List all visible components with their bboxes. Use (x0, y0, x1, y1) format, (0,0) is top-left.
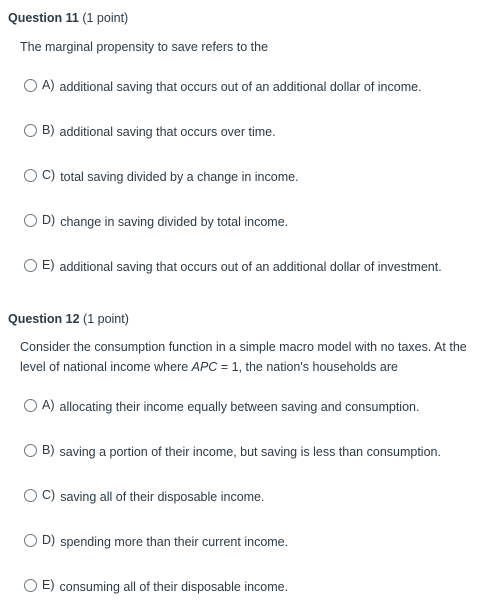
choice-text: consuming all of their disposable income. (59, 580, 289, 594)
choice-b[interactable] (24, 121, 276, 139)
prompt-text: Consider the consumption function in a simple macro model with no taxes. At the level of national income where (20, 340, 467, 374)
question-title: Question 11 (8, 11, 79, 25)
choice-text: saving all of their disposable income. (60, 490, 265, 504)
choice-text: change in saving divided by total income. (60, 215, 289, 229)
choice-a[interactable] (24, 396, 419, 414)
radio-button[interactable] (24, 79, 37, 92)
choice-letter: D) (42, 213, 56, 227)
choice-c[interactable] (24, 166, 299, 184)
radio-button[interactable] (24, 489, 37, 502)
choice-e[interactable] (24, 256, 442, 274)
choice-text: spending more than their current income. (60, 535, 289, 549)
question-title: Question 12 (8, 312, 80, 326)
question-header (8, 11, 128, 25)
question-header (8, 312, 129, 326)
choice-c[interactable] (24, 486, 264, 504)
radio-button[interactable] (24, 534, 37, 547)
choice-letter: D) (42, 533, 56, 547)
radio-button[interactable] (24, 169, 37, 182)
choice-d[interactable] (24, 531, 288, 549)
prompt-text: = 1, the nation's households are (217, 360, 398, 374)
choice-text: saving a portion of their income, but saving is less than consumption. (59, 445, 441, 459)
choice-letter: B) (42, 123, 55, 137)
radio-button[interactable] (24, 214, 37, 227)
choice-letter: E) (42, 258, 55, 272)
radio-button[interactable] (24, 124, 37, 137)
choice-letter: C) (42, 488, 56, 502)
prompt-term: APC (191, 360, 218, 374)
choice-e[interactable] (24, 576, 288, 594)
radio-button[interactable] (24, 444, 37, 457)
radio-button[interactable] (24, 399, 37, 412)
choice-letter: A) (42, 78, 55, 92)
choice-a[interactable] (24, 76, 422, 94)
choice-letter: C) (42, 168, 56, 182)
question-prompt: The marginal propensity to save refers to the (20, 40, 269, 54)
choice-text: total saving divided by a change in income. (60, 170, 299, 184)
radio-button[interactable] (24, 259, 37, 272)
choice-text: additional saving that occurs over time. (59, 125, 276, 139)
question-prompt (20, 337, 490, 377)
choice-letter: E) (42, 578, 55, 592)
choice-text: additional saving that occurs out of an additional dollar of investment. (59, 260, 442, 274)
question-points: (1 point) (82, 11, 129, 25)
question-points: (1 point) (83, 312, 129, 326)
choice-letter: B) (42, 443, 55, 457)
choice-text: additional saving that occurs out of an additional dollar of income. (59, 80, 422, 94)
choice-letter: A) (42, 398, 55, 412)
choice-text: allocating their income equally between saving and consumption. (59, 400, 420, 414)
radio-button[interactable] (24, 579, 37, 592)
choice-d[interactable] (24, 211, 288, 229)
choice-b[interactable] (24, 441, 441, 459)
